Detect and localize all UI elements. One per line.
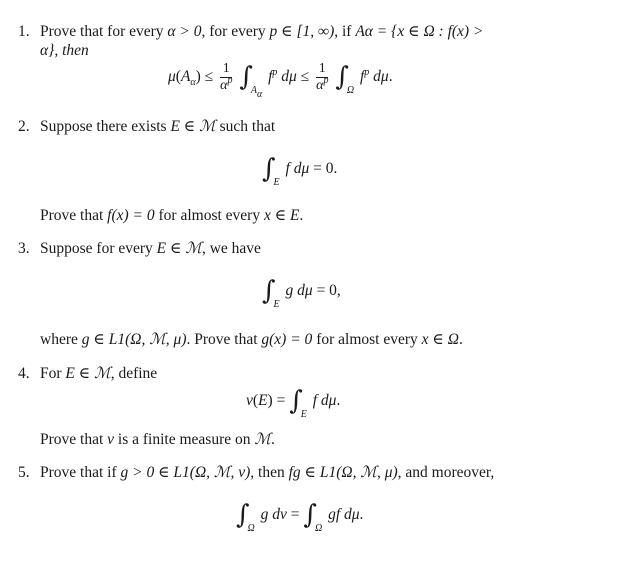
item-1-statement-cont: α}, then [40, 42, 89, 59]
item-5-display-equation: $\int_\Omega$ g $d\nu = \int_\Omega$ gf dμ. [236, 500, 364, 534]
item-number: 4. [18, 365, 30, 382]
item-4-display-equation: $\nu(E) = \int_E$ f dμ. [246, 386, 341, 420]
item-1-display-equation: $\mu(A_\alpha)$ ≤ $\frac{1}{\alpha^p}$ $\int_{A_\alpha}$ $f^p$ dμ ≤ $\frac{1}{\alpha^p}$ $\int_\Omega$ $f^p$ dμ. [168, 60, 393, 100]
item-4-conclusion: Prove that ν is a finite measure on ℳ. [40, 431, 275, 448]
item-2-conclusion: Prove that f(x) = 0 for almost every x ∈ E. [40, 207, 304, 224]
item-2-display-equation: $\int_E$ f dμ = 0. [262, 154, 338, 188]
item-number: 2. [18, 118, 30, 135]
item-number: 5. [18, 464, 30, 481]
item-3-conclusion: where g ∈ L1(Ω, ℳ, μ). Prove that g(x) = 0 for almost every x ∈ Ω. [40, 331, 463, 348]
item-2-statement: Suppose there exists E ∈ ℳ such that [40, 118, 276, 135]
item-3-display-equation: $\int_E$ g dμ = 0, [262, 276, 341, 310]
item-number: 1. [18, 23, 30, 40]
item-number: 3. [18, 240, 30, 257]
item-4-statement: For E ∈ ℳ, define [40, 365, 158, 382]
item-1-statement: Prove that for every α > 0, for every p ∈ [1, ∞), if Aα = {x ∈ Ω : f(x) > [40, 23, 484, 40]
item-5-statement: Prove that if g > 0 ∈ L1(Ω, ℳ, ν), then fg ∈ L1(Ω, ℳ, μ), and moreover, [40, 464, 495, 481]
item-3-statement: Suppose for every E ∈ ℳ, we have [40, 240, 261, 257]
